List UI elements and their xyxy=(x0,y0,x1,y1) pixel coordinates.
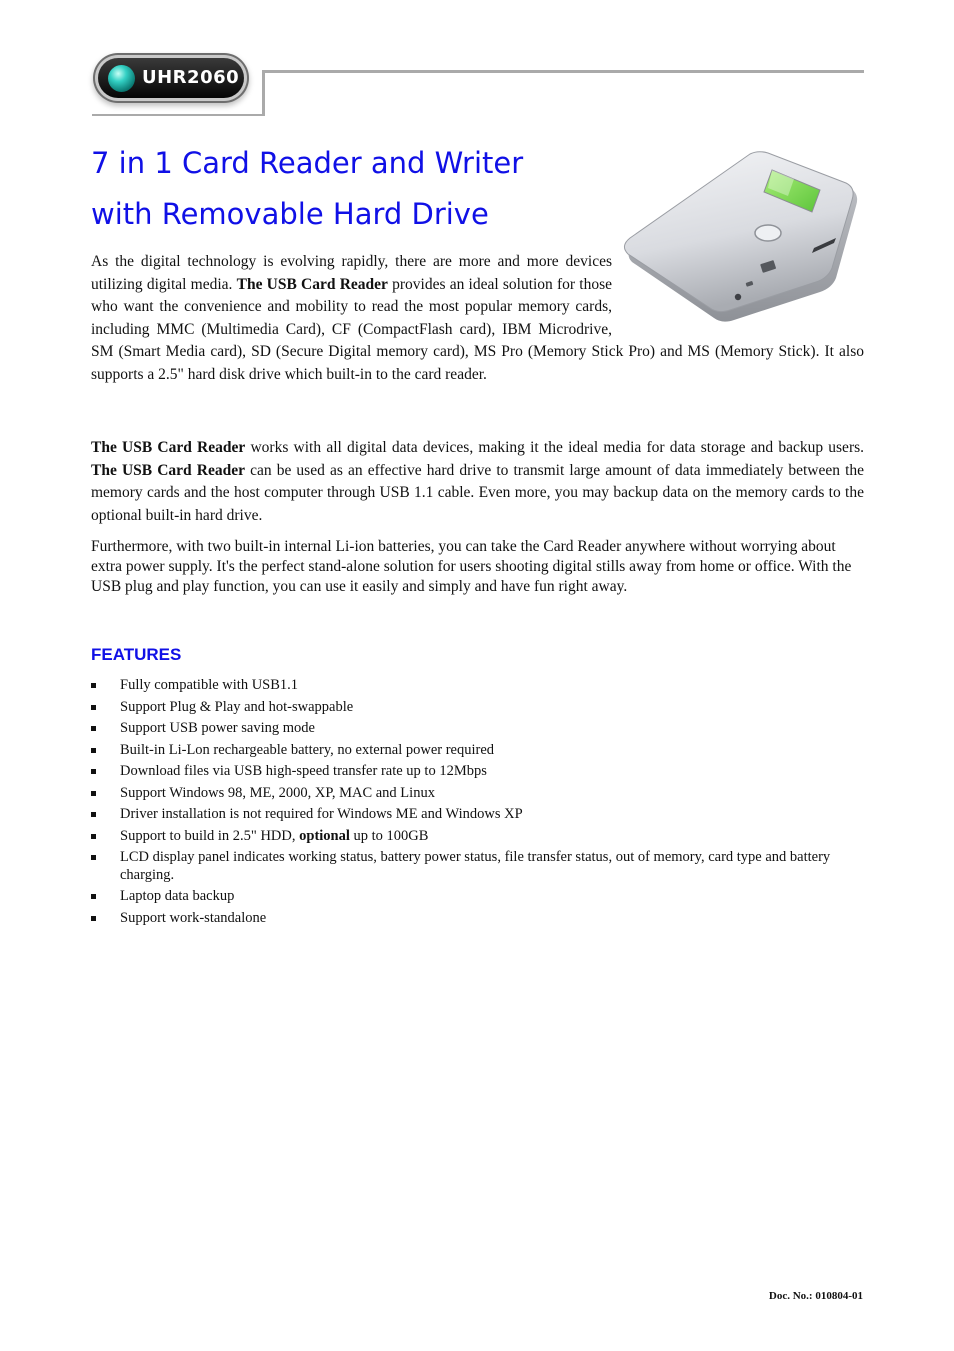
bullet-icon xyxy=(91,683,96,688)
uhr2060-logo xyxy=(98,58,244,98)
page-title xyxy=(91,138,631,240)
image-wrap-spacer xyxy=(612,251,864,337)
bullet-icon xyxy=(91,894,96,899)
list-item: LCD display panel indicates working status, battery power status, file transfer status, out of memory, card type and battery charging. xyxy=(91,849,831,884)
bullet-icon xyxy=(91,726,96,731)
title-line-1: 7 in 1 Card Reader and Writer xyxy=(91,146,524,180)
header-frame-underline xyxy=(92,114,265,116)
product-name-bold: The USB Card Reader xyxy=(236,275,388,293)
list-item: Support to build in 2.5" HDD, optional up to 100GB xyxy=(91,828,831,846)
document-number: Doc. No.: 010804-01 xyxy=(768,1290,863,1302)
list-item: Laptop data backup xyxy=(91,888,831,906)
list-item: Built-in Li-Lon rechargeable battery, no external power required xyxy=(91,742,831,760)
bullet-icon xyxy=(91,705,96,710)
bullet-icon xyxy=(91,834,96,839)
header-frame-line xyxy=(262,70,864,73)
logo-text: UHR2060 xyxy=(142,67,240,88)
usage-paragraph xyxy=(91,437,864,527)
list-item: Fully compatible with USB1.1 xyxy=(91,677,831,695)
usage-text-2: can be used as an effective hard drive to transmit large amount of data immediately between the memory cards and the host computer through USB 1.1 cable. Even more, you may backup data on the memory cards to the optional built-in hard drive. xyxy=(91,461,865,524)
list-item: Support work-standalone xyxy=(91,910,831,928)
intro-paragraph xyxy=(91,251,864,386)
features-heading: FEATURES xyxy=(91,645,182,664)
bullet-icon xyxy=(91,855,96,860)
bullet-icon xyxy=(91,769,96,774)
list-item: Support USB power saving mode xyxy=(91,720,831,738)
list-item: Support Plug & Play and hot-swappable xyxy=(91,699,831,717)
list-item: Driver installation is not required for Windows ME and Windows XP xyxy=(91,806,831,824)
battery-paragraph: Furthermore, with two built-in internal Li-ion batteries, you can take the Card Reader anywhere without worrying about extra power supply. It's the perfect stand-alone solution for users shooting digital stills away from home or office. With the USB plug and play function, you can use it easily and simply and have fun right away. xyxy=(91,538,852,595)
intro-text-1: As the digital technology is evolving rapidly, there are more and more devices utilizing digital media. xyxy=(91,253,612,293)
bullet-icon xyxy=(91,916,96,921)
header-bar xyxy=(92,50,864,118)
bullet-icon xyxy=(91,812,96,817)
logo-orb-icon xyxy=(108,65,135,92)
features-list xyxy=(91,677,831,931)
title-line-2: with Removable Hard Drive xyxy=(91,197,489,231)
list-item: Download files via USB high-speed transfer rate up to 12Mbps xyxy=(91,763,831,781)
product-name-bold: The USB Card Reader xyxy=(91,439,246,456)
product-name-bold: The USB Card Reader xyxy=(91,461,245,479)
header-frame-divider xyxy=(262,72,265,116)
intro-text-2: provides an ideal solution for those who want the convenience and mobility to read the most popular memory cards, including MMC (Multimedia Card), CF (CompactFlash card), IBM Microdrive, SM (Smart Media card), SD (Secure Digital memory card), MS Pro (Memory Stick Pro) and MS (Memory Stick). It also supports a 2.5" hard disk drive which built-in to the card reader. xyxy=(91,275,864,383)
bullet-icon xyxy=(91,791,96,796)
usage-text-1: works with all digital data devices, making it the ideal media for data storage and backup users. xyxy=(245,439,865,456)
list-item: Support Windows 98, ME, 2000, XP, MAC and Linux xyxy=(91,785,831,803)
bullet-icon xyxy=(91,748,96,753)
